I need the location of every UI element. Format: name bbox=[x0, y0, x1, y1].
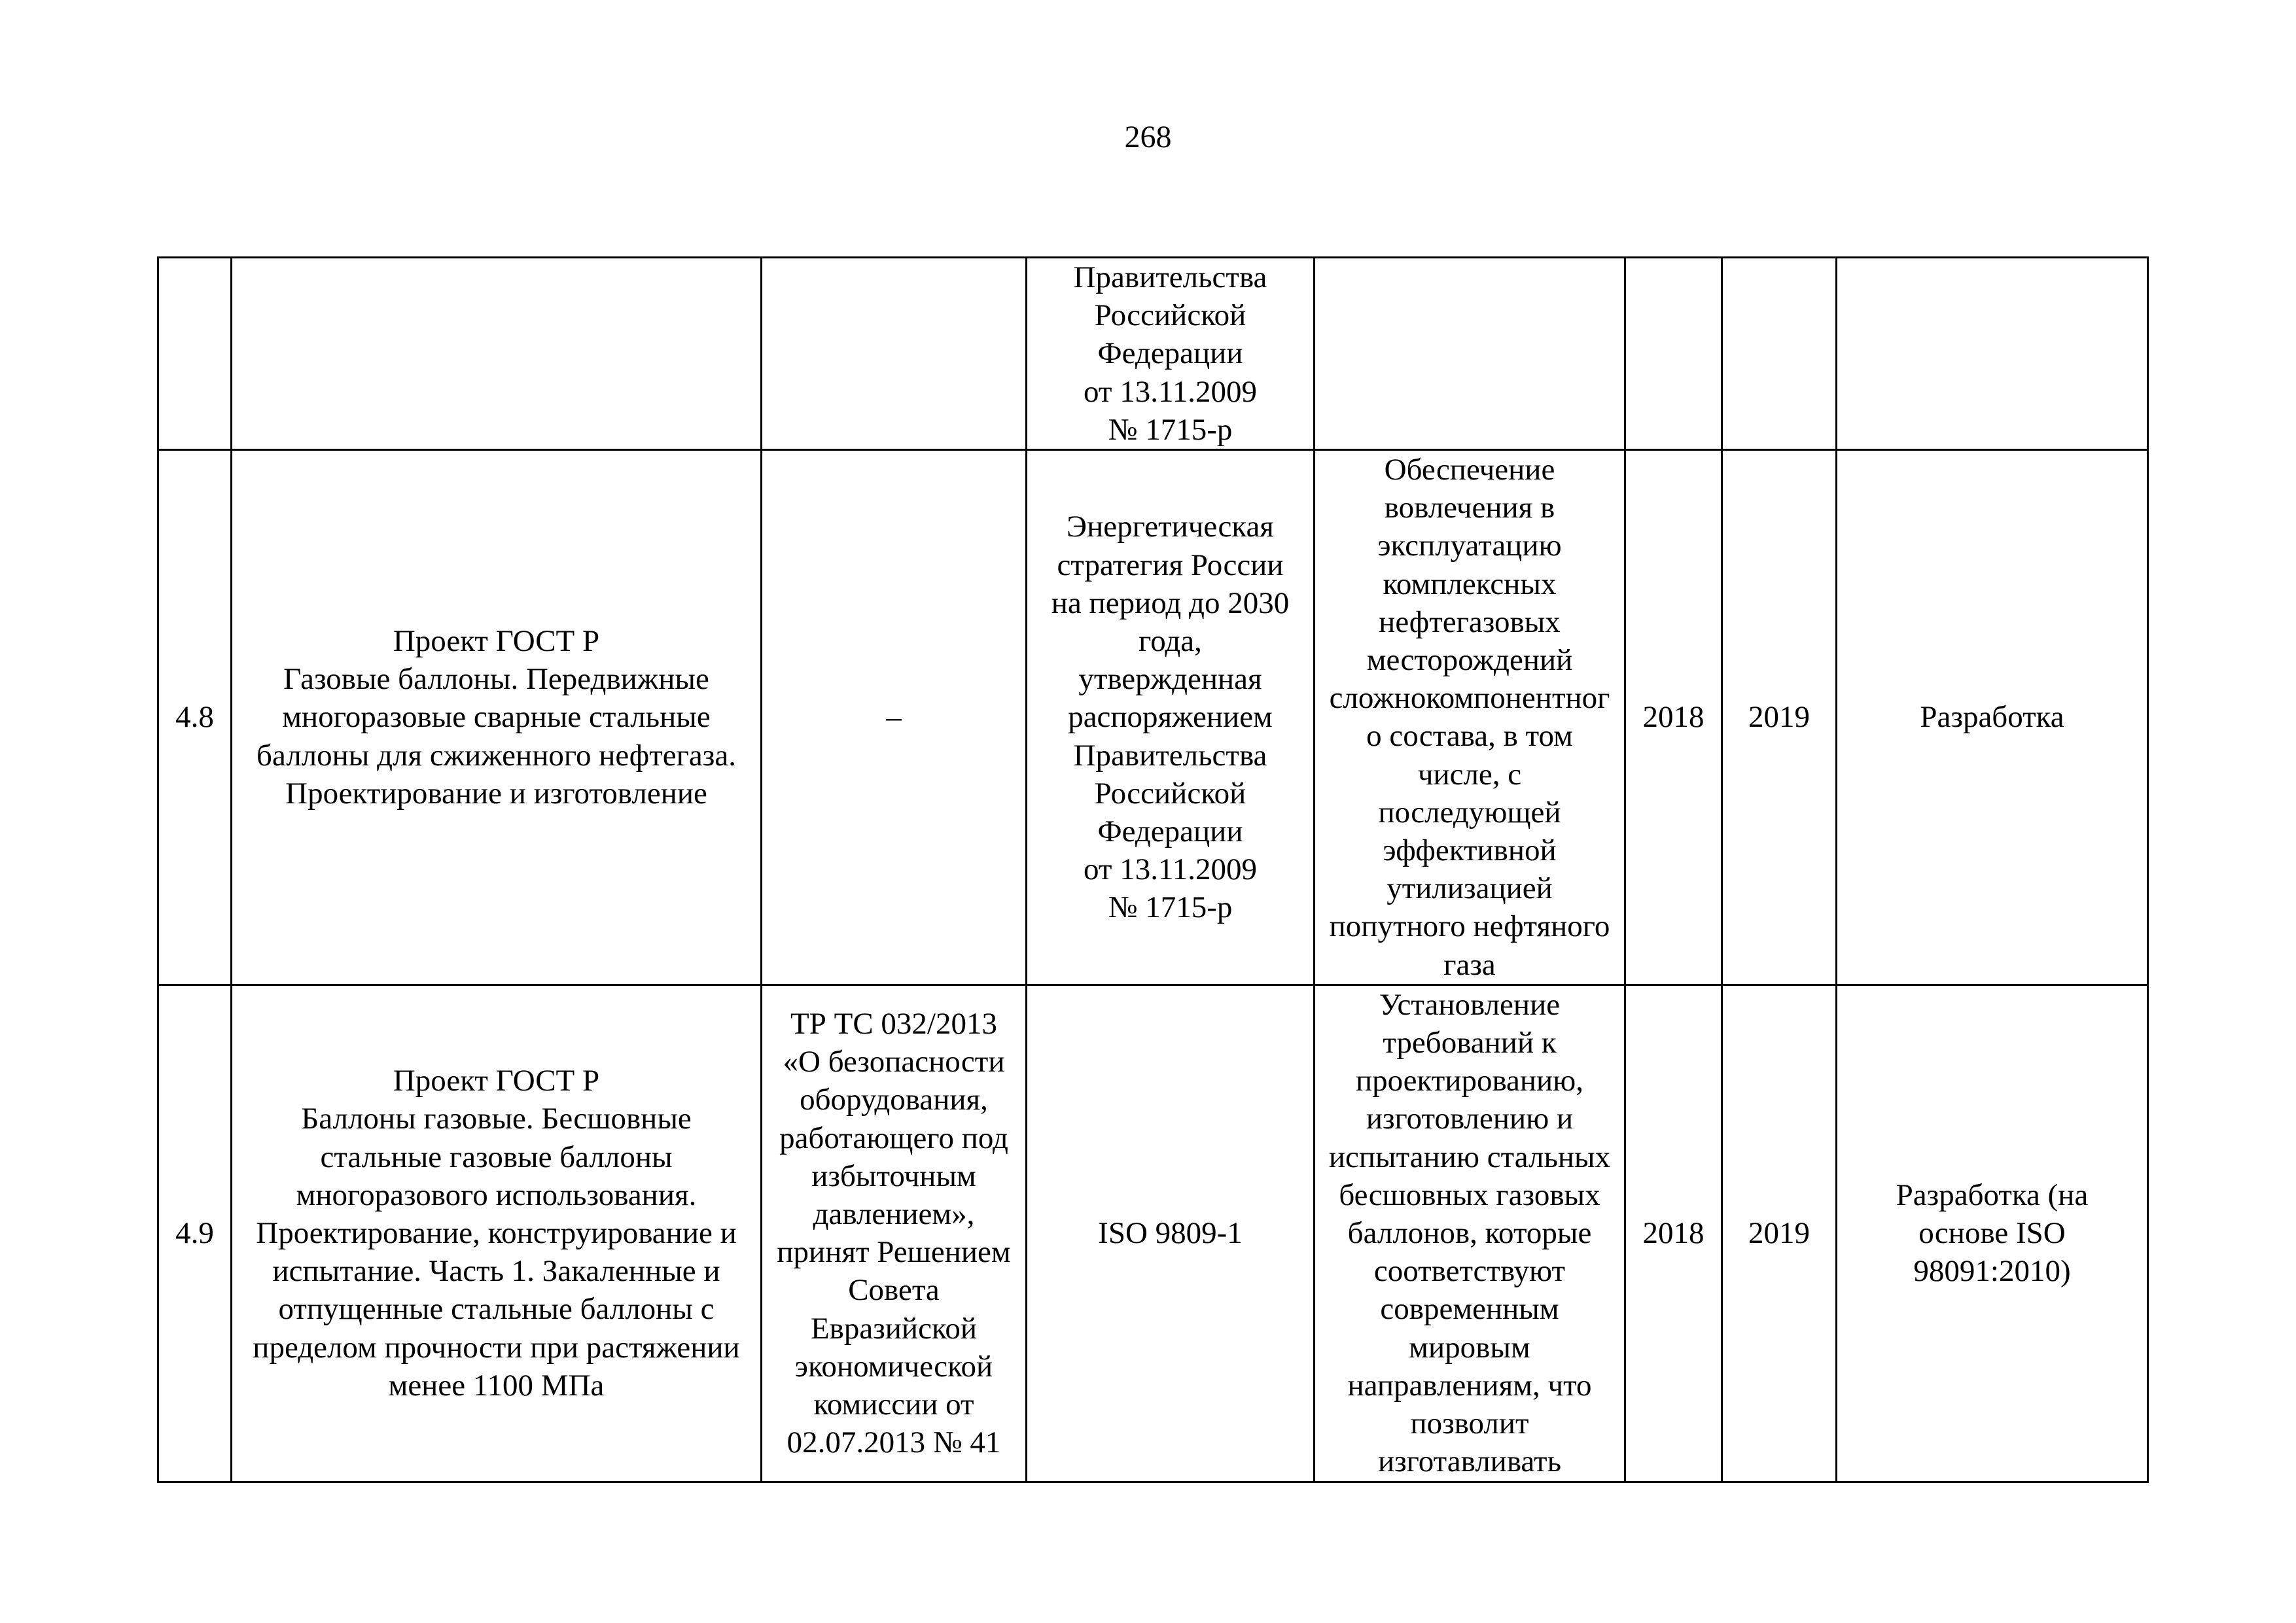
cell-regulation bbox=[762, 258, 1027, 450]
cell-start bbox=[1625, 450, 1722, 985]
document-title: Проект ГОСТ Р Газовые баллоны. Передвижные многоразовые сварные стальные баллоны для сжиженного нефтегаза. Проектирование и изготовление bbox=[256, 623, 736, 811]
regulation-text: ТР ТС 032/2013 «О безопасности оборудования, работающего под избыточным давлением», принят Решением Совета Евразийской экономической комиссии от 02.07.2013 № 41 bbox=[777, 1006, 1011, 1460]
cell-start bbox=[1625, 258, 1722, 450]
cell-num bbox=[158, 985, 232, 1482]
end-year: 2019 bbox=[1748, 700, 1810, 735]
cell-start bbox=[1625, 985, 1722, 1482]
cell-type bbox=[1837, 258, 2148, 450]
cell-regulation bbox=[762, 985, 1027, 1482]
cell-goal bbox=[1315, 258, 1625, 450]
document-title: Проект ГОСТ Р Баллоны газовые. Бесшовные стальные газовые баллоны многоразового использования. Проектирование, конструирование и испытание. Часть 1. Закаленные и отпущенные стальные баллоны с пределом прочности при растяжении менее 1100 МПа bbox=[253, 1064, 740, 1403]
basis-text: Энергетическая стратегия России на период до 2030 года, утвержденная распоряжением Правительства Российской Федерации от 13.11.2009 № 1715-р bbox=[1051, 510, 1290, 925]
cell-title bbox=[232, 985, 762, 1482]
cell-type bbox=[1837, 985, 2148, 1482]
goal-text: Обеспечение вовлечения в эксплуатацию комплексных нефтегазовых месторождений сложнокомпонентног о состава, в том числе, с последующей эффективной утилизацией попутного нефтяного газа bbox=[1329, 453, 1610, 982]
cell-goal bbox=[1315, 450, 1625, 985]
cell-type bbox=[1837, 450, 2148, 985]
cell-end bbox=[1722, 985, 1837, 1482]
cell-basis bbox=[1027, 985, 1315, 1482]
standards-plan-table bbox=[157, 256, 2149, 1483]
cell-title bbox=[232, 258, 762, 450]
table-row-4-9 bbox=[158, 985, 2148, 1482]
basis-text: Правительства Российской Федерации от 13.11.2009 № 1715-р bbox=[1073, 260, 1267, 447]
cell-title bbox=[232, 450, 762, 985]
work-type: Разработка (на основе ISO 98091:2010) bbox=[1896, 1178, 2089, 1289]
cell-basis bbox=[1027, 258, 1315, 450]
work-type: Разработка bbox=[1920, 700, 2064, 735]
cell-num bbox=[158, 450, 232, 985]
regulation-text: – bbox=[886, 700, 902, 735]
row-number: 4.8 bbox=[175, 700, 214, 735]
basis-text: ISO 9809-1 bbox=[1098, 1216, 1243, 1251]
table-row-continuation bbox=[158, 258, 2148, 450]
cell-end bbox=[1722, 258, 1837, 450]
goal-text: Установление требований к проектированию, изготовлению и испытанию стальных бесшовных газовых баллонов, которые соответствуют современным мировым направлениям, что позволит изготавливать bbox=[1328, 987, 1611, 1479]
cell-end bbox=[1722, 450, 1837, 985]
table-row-4-8 bbox=[158, 450, 2148, 985]
cell-basis bbox=[1027, 450, 1315, 985]
end-year: 2019 bbox=[1748, 1216, 1810, 1251]
start-year: 2018 bbox=[1642, 1216, 1704, 1251]
cell-num bbox=[158, 258, 232, 450]
cell-regulation bbox=[762, 450, 1027, 985]
row-number: 4.9 bbox=[175, 1216, 214, 1251]
page-number: 268 bbox=[1124, 120, 1172, 154]
cell-goal bbox=[1315, 985, 1625, 1482]
start-year: 2018 bbox=[1642, 700, 1704, 735]
